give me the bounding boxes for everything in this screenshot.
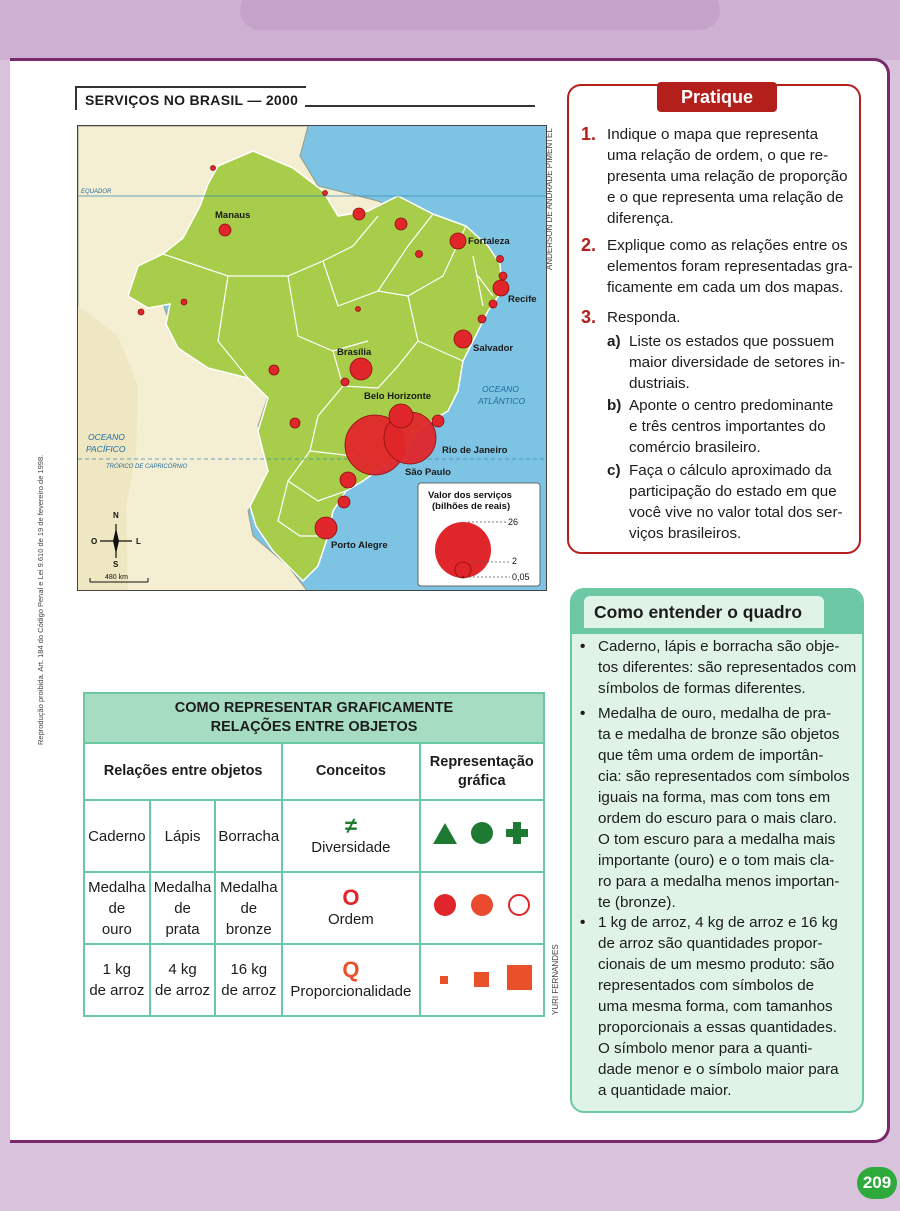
circle-belo-horizonte xyxy=(389,404,413,428)
circle-porto-velho xyxy=(181,299,187,305)
concept-label: Proporcionalidade xyxy=(290,982,412,1000)
label-atlantic-1: OCEANO xyxy=(482,384,519,394)
legend-value-2: 2 xyxy=(512,556,518,566)
cell-line: prata xyxy=(165,920,200,938)
legend-title-2: (bilhões de reais) xyxy=(432,501,511,512)
circle-macapa xyxy=(323,191,328,196)
triangle-icon xyxy=(433,823,457,844)
light-circle-icon xyxy=(509,895,529,915)
legend-value-005: 0,05 xyxy=(512,572,530,582)
legend-value-26: 26 xyxy=(508,517,519,527)
legal-notice: Reprodução proibida. Art. 184 do Código Penal e Lei 9.610 de 19 de fevereiro de 1998. xyxy=(36,454,45,745)
label-rio-de-janeiro: Rio de Janeiro xyxy=(442,445,508,456)
question-2-number: 2. xyxy=(581,235,597,255)
pratique-title: Pratique xyxy=(657,82,777,112)
question-3a-line: dustriais. xyxy=(629,375,690,392)
cell-line: Medalha xyxy=(153,878,212,896)
previous-title-ghost xyxy=(240,0,720,30)
label-sao-paulo: São Paulo xyxy=(405,467,451,478)
cell-medalha-ouro xyxy=(84,872,150,944)
map-title-rule xyxy=(305,105,535,107)
top-band xyxy=(0,0,900,60)
map-title: SERVIÇOS NO BRASIL — 2000 xyxy=(75,86,306,110)
pratique-box xyxy=(567,84,861,554)
table-title xyxy=(84,693,544,743)
cell-medalha-bronze xyxy=(215,872,282,944)
small-square-icon xyxy=(440,976,448,984)
label-brasilia: Brasília xyxy=(337,347,372,358)
circle-florianopolis xyxy=(338,496,350,508)
bullet-dot: • xyxy=(580,705,586,722)
bullet-line: iguais na forma, mas com tons em xyxy=(598,789,831,806)
circle-maceio xyxy=(489,300,497,308)
label-equator: EQUADOR xyxy=(81,189,112,195)
compass-s: S xyxy=(113,560,119,569)
question-3-number: 3. xyxy=(581,307,597,327)
table-credit: YURI FERNANDES xyxy=(551,944,560,1015)
bullet-line: ordem do escuro para o mais claro. xyxy=(598,810,837,827)
large-square-icon xyxy=(507,965,532,990)
cell-borracha: Borracha xyxy=(215,800,282,872)
col-header-repr-line: gráfica xyxy=(457,772,506,789)
bullet-diversity xyxy=(580,636,860,699)
cell-concept-proportion xyxy=(282,944,419,1016)
circle-campo-grande xyxy=(290,418,300,428)
table-title-line: COMO REPRESENTAR GRAFICAMENTE xyxy=(174,700,454,716)
table-row-proportion xyxy=(84,944,544,1016)
proportion-symbols xyxy=(427,962,537,992)
compass-l: L xyxy=(136,537,141,546)
brazil-services-map xyxy=(77,125,547,591)
compass-o: O xyxy=(91,537,98,546)
cell-caderno: Caderno xyxy=(84,800,150,872)
question-3c-label: c) xyxy=(607,462,621,479)
concept-label: Ordem xyxy=(327,910,374,928)
label-tropic: TRÓPICO DE CAPRICÓRNIO xyxy=(106,464,188,470)
bullet-dot: • xyxy=(580,638,586,655)
question-1-number: 1. xyxy=(581,124,597,144)
bullet-line: símbolos de formas diferentes. xyxy=(598,680,806,697)
label-pacific-1: OCEANO xyxy=(88,432,125,442)
question-3c xyxy=(607,460,843,544)
bullet-line: representados com símbolos de xyxy=(598,977,815,994)
question-3-text: Responda. xyxy=(607,309,681,326)
compass-n: N xyxy=(113,511,119,520)
question-3b-line: comércio brasileiro. xyxy=(629,439,761,456)
bullet-line: ro para a medalha menos importan- xyxy=(598,873,840,890)
cell-concept-order xyxy=(282,872,419,944)
circle-brasilia xyxy=(350,358,372,380)
cell-line: de arroz xyxy=(89,982,145,999)
cell-medalha-prata xyxy=(150,872,216,944)
label-belo-horizonte: Belo Horizonte xyxy=(364,391,432,402)
cell-line: de xyxy=(108,899,126,917)
cell-16kg xyxy=(215,944,282,1016)
bullet-line: O tom escuro para a medalha mais xyxy=(598,831,836,848)
circle-icon xyxy=(471,822,493,844)
cell-4kg xyxy=(150,944,216,1016)
col-header-conceitos: Conceitos xyxy=(282,743,419,800)
bullet-line: Medalha de ouro, medalha de pra- xyxy=(598,705,832,722)
col-header-representacao xyxy=(420,743,544,800)
circle-belem xyxy=(353,208,365,220)
bullet-line: dade menor e o símbolo maior para xyxy=(598,1061,839,1078)
circle-natal xyxy=(497,256,504,263)
cell-line: Medalha xyxy=(220,878,278,896)
circle-fortaleza xyxy=(450,233,466,249)
question-1-line: diferença. xyxy=(607,210,674,227)
cell-line: Medalha xyxy=(88,878,146,896)
symbol-order: O xyxy=(342,884,360,910)
como-entender-title: Como entender o quadro xyxy=(584,596,824,628)
relations-table xyxy=(83,692,545,1017)
bullet-line: tos diferentes: são representados com xyxy=(598,659,857,676)
bullet-line: te (bronze). xyxy=(598,894,676,911)
question-3a-label: a) xyxy=(607,333,621,350)
question-3c-line: participação do estado em que xyxy=(629,483,837,500)
label-manaus: Manaus xyxy=(215,210,251,221)
bullet-line: ta e medalha de bronze são objetos xyxy=(598,726,840,743)
question-3b xyxy=(607,395,833,458)
question-1-line: Indique o mapa que representa xyxy=(607,126,819,143)
cell-graphic-order xyxy=(420,872,544,944)
symbol-not-equal: ≠ xyxy=(344,812,357,838)
question-3a-line: maior diversidade de setores in- xyxy=(629,354,846,371)
question-3b-line: e três centros importantes do xyxy=(629,418,826,435)
legend-title-1: Valor dos serviços xyxy=(428,490,512,501)
question-3c-line: Faça o cálculo aproximado da xyxy=(629,462,832,479)
bullet-dot: • xyxy=(580,914,586,931)
order-symbols xyxy=(427,890,537,920)
label-pacific-2: PACÍFICO xyxy=(86,444,126,454)
circle-sao-luis xyxy=(395,218,407,230)
bullet-line: Caderno, lápis e borracha são obje- xyxy=(598,638,840,655)
label-salvador: Salvador xyxy=(473,343,514,354)
label-atlantic-2: ATLÂNTICO xyxy=(478,396,526,406)
plus-icon xyxy=(506,822,528,844)
circle-teresina xyxy=(416,251,423,258)
bullet-line: proporcionais a essas quantidades. xyxy=(598,1019,837,1036)
medium-circle-icon xyxy=(471,894,493,916)
circle-palmas xyxy=(356,307,361,312)
bullet-proportion xyxy=(580,912,860,1101)
symbol-proportion: Q xyxy=(342,956,360,982)
bullet-line: que têm uma ordem de importân- xyxy=(598,747,824,764)
circle-boa-vista xyxy=(211,166,216,171)
circle-joao-pessoa xyxy=(499,272,507,280)
page-number: 209 xyxy=(857,1167,897,1199)
cell-1kg xyxy=(84,944,150,1016)
question-1-line: presenta uma relação de proporção xyxy=(607,168,848,185)
cell-line: de arroz xyxy=(155,982,211,999)
map-credit: ANDERSON DE ANDRADE PIMENTEL xyxy=(545,128,554,270)
question-3a-line: Liste os estados que possuem xyxy=(629,333,835,350)
map-legend xyxy=(418,483,540,586)
map-svg xyxy=(78,126,547,591)
bullet-line: de arroz são quantidades propor- xyxy=(598,935,823,952)
circle-curitiba xyxy=(340,472,356,488)
label-fortaleza: Fortaleza xyxy=(468,236,510,247)
label-porto-alegre: Porto Alegre xyxy=(331,540,388,551)
question-3 xyxy=(581,307,680,328)
question-3c-line: viços brasileiros. xyxy=(629,525,742,542)
cell-line: 16 kg xyxy=(230,961,268,978)
bullet-line: uma mesma forma, com tamanhos xyxy=(598,998,833,1015)
bullet-line: O símbolo menor para a quanti- xyxy=(598,1040,813,1057)
label-recife: Recife xyxy=(508,294,537,305)
circle-rio-branco xyxy=(138,309,144,315)
diversity-symbols xyxy=(427,818,537,848)
circle-porto-alegre xyxy=(315,517,337,539)
como-entender-header xyxy=(572,590,862,634)
circle-salvador xyxy=(454,330,472,348)
circle-goiania xyxy=(341,378,349,386)
bullet-line: a quantidade maior. xyxy=(598,1082,732,1099)
table-row-diversity xyxy=(84,800,544,872)
bullet-line: 1 kg de arroz, 4 kg de arroz e 16 kg xyxy=(598,914,838,931)
cell-line: 4 kg xyxy=(168,961,197,978)
question-3c-line: você vive no valor total dos ser- xyxy=(629,504,843,521)
cell-concept-diversity xyxy=(282,800,419,872)
cell-line: ouro xyxy=(101,920,132,938)
cell-line: 1 kg xyxy=(102,961,132,978)
col-header-relacoes: Relações entre objetos xyxy=(84,743,282,800)
medium-square-icon xyxy=(474,972,489,987)
col-header-repr-line: Representação xyxy=(429,753,534,770)
circle-manaus xyxy=(219,224,231,236)
circle-cuiaba xyxy=(269,365,279,375)
cell-line: de xyxy=(174,899,191,917)
scale-label: 480 km xyxy=(105,574,128,581)
question-1-line: uma relação de ordem, o que re- xyxy=(607,147,829,164)
question-1 xyxy=(581,124,848,229)
dark-circle-icon xyxy=(434,894,456,916)
table-title-line: RELAÇÕES ENTRE OBJETOS xyxy=(210,719,418,735)
bullet-line: cionais de um mesmo produto: são xyxy=(598,956,835,973)
cell-line: de arroz xyxy=(221,982,277,999)
question-3b-line: Aponte o centro predominante xyxy=(629,397,834,414)
cell-lapis: Lápis xyxy=(150,800,216,872)
question-3a xyxy=(607,331,845,394)
question-2 xyxy=(581,235,853,298)
cell-line: bronze xyxy=(225,920,272,938)
concept-label: Diversidade xyxy=(311,838,391,856)
circle-recife xyxy=(493,280,509,296)
cell-graphic-proportion xyxy=(420,944,544,1016)
circle-vitoria xyxy=(432,415,444,427)
question-2-line: Explique como as relações entre os xyxy=(607,237,848,254)
legend-circle-small xyxy=(462,576,464,578)
legend-circle-large xyxy=(435,522,491,578)
table-row-order xyxy=(84,872,544,944)
bullet-order xyxy=(580,703,860,913)
bullet-line: cia: são representados com símbolos xyxy=(598,768,850,785)
circle-aracaju xyxy=(478,315,486,323)
cell-line: de xyxy=(240,899,258,917)
como-entender-box xyxy=(570,588,864,1113)
question-1-line: e o que representa uma relação de xyxy=(607,189,844,206)
question-3b-label: b) xyxy=(607,397,622,414)
bullet-line: importante (ouro) e o tom mais cla- xyxy=(598,852,835,869)
question-2-line: elementos foram representadas gra- xyxy=(607,258,853,275)
question-2-line: ficamente em cada um dos mapas. xyxy=(607,279,844,296)
cell-graphic-diversity xyxy=(420,800,544,872)
